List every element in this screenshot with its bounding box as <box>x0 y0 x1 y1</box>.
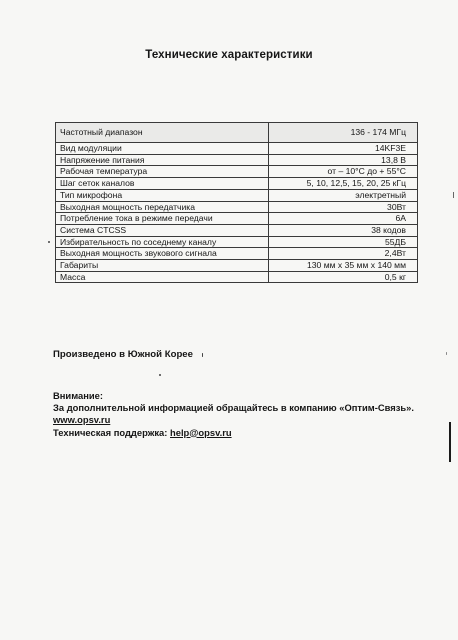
support-label: Техническая поддержка: <box>53 426 168 438</box>
spec-row <box>56 143 418 155</box>
spec-value: электретный <box>269 189 418 201</box>
scan-speck <box>202 353 203 357</box>
spec-row <box>56 260 418 272</box>
spec-row <box>56 154 418 166</box>
page-title: Технические характеристики <box>145 49 313 61</box>
spec-name: Вид модуляции <box>56 143 269 155</box>
spec-row <box>56 178 418 190</box>
spec-row <box>56 166 418 178</box>
specifications-table <box>55 122 418 283</box>
spec-row <box>56 248 418 260</box>
spec-name: Потребление тока в режиме передачи <box>56 213 269 225</box>
spec-row <box>56 189 418 201</box>
spec-row <box>56 271 418 283</box>
support-email-link[interactable]: help@opsv.ru <box>170 426 232 438</box>
spec-value: 6А <box>269 213 418 225</box>
scan-margin-mark-right <box>449 422 451 462</box>
spec-value: 5, 10, 12,5, 15, 20, 25 кГц <box>269 178 418 190</box>
spec-name: Масса <box>56 271 269 283</box>
notice-block <box>53 390 458 439</box>
scan-speck <box>159 374 161 376</box>
spec-row <box>56 224 418 236</box>
support-line <box>53 427 458 439</box>
notice-info-line <box>53 402 458 426</box>
spec-value: 2,4Вт <box>269 248 418 260</box>
spec-value: 136 - 174 МГц <box>269 123 418 143</box>
spec-name: Избирательность по соседнему каналу <box>56 236 269 248</box>
spec-value: 0,5 кг <box>269 271 418 283</box>
spec-value: от – 10°С до + 55°С <box>269 166 418 178</box>
spec-row <box>56 236 418 248</box>
spec-name: Частотный диапазон <box>56 123 269 143</box>
spec-name: Габариты <box>56 260 269 272</box>
spec-name: Выходная мощность передатчика <box>56 201 269 213</box>
scan-speck <box>48 241 50 243</box>
spec-name: Напряжение питания <box>56 154 269 166</box>
spec-value: 30Вт <box>269 201 418 213</box>
scan-margin-mark-right-small <box>453 192 454 198</box>
notice-heading: Внимание: <box>53 390 103 401</box>
spec-value: 14KF3E <box>269 143 418 155</box>
scan-speck <box>446 352 447 355</box>
spec-name: Шаг сеток каналов <box>56 178 269 190</box>
notice-info-text: За дополнительной информацией обращайтесь в компанию «Оптим-Связь». <box>53 402 414 414</box>
spec-value: 130 мм x 35 мм x 140 мм <box>269 260 418 272</box>
spec-name: Выходная мощность звукового сигнала <box>56 248 269 260</box>
specifications-table-body <box>56 123 418 283</box>
spec-name: Тип микрофона <box>56 189 269 201</box>
spec-name: Система CTCSS <box>56 224 269 236</box>
spec-value: 13,8 В <box>269 154 418 166</box>
website-link[interactable]: www.opsv.ru <box>53 414 111 426</box>
spec-row <box>56 213 418 225</box>
spec-value: 55ДБ <box>269 236 418 248</box>
spec-row <box>56 201 418 213</box>
made-in-text: Произведено в Южной Корее <box>53 349 193 360</box>
spec-value: 38 кодов <box>269 224 418 236</box>
spec-name: Рабочая температура <box>56 166 269 178</box>
spec-row <box>56 123 418 143</box>
